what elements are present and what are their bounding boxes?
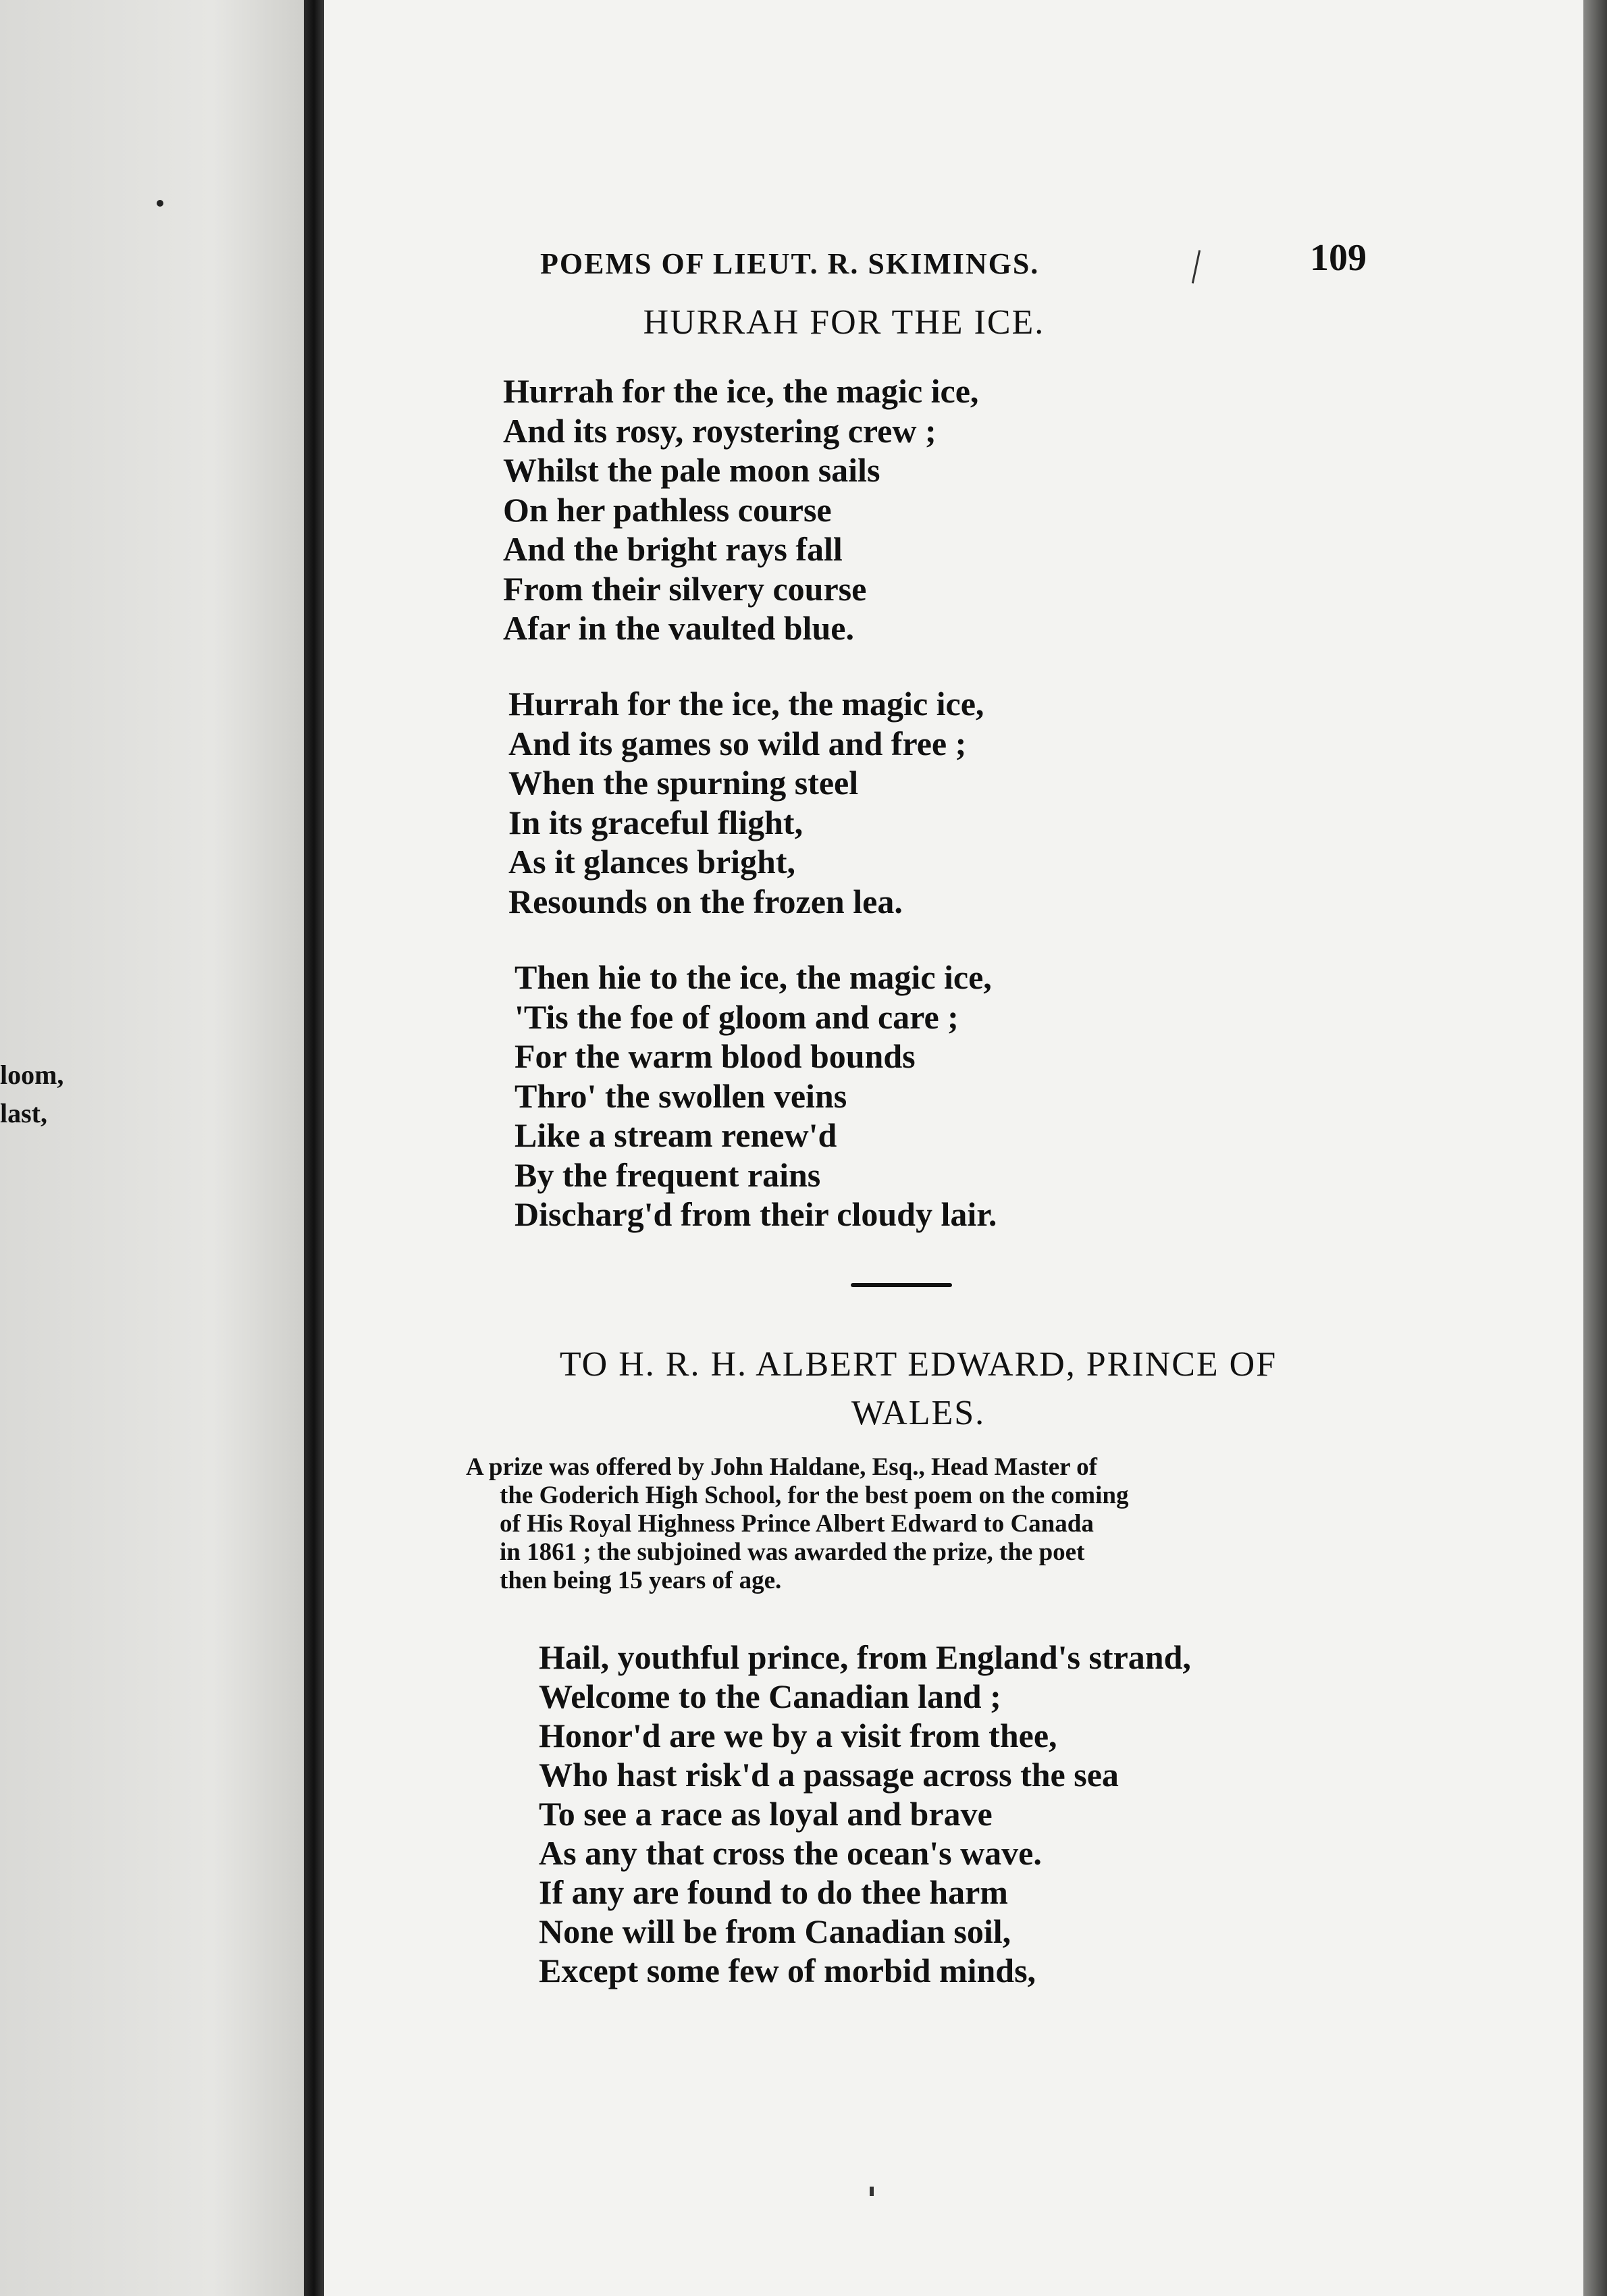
poem-title xyxy=(473,1340,1364,1438)
poem-stanza xyxy=(515,958,997,1234)
book-page xyxy=(324,0,1583,2296)
poem-title-line: WALES. xyxy=(851,1394,986,1432)
intro-line: of His Royal Highness Prince Albert Edward to Canada xyxy=(500,1510,1094,1538)
poem-line: On her pathless course xyxy=(503,490,832,529)
stray-mark xyxy=(1192,250,1201,284)
page-number: 109 xyxy=(1310,237,1367,279)
poem-line: Like a stream renew'd xyxy=(515,1116,837,1154)
poem-line: Resounds on the frozen lea. xyxy=(508,882,903,920)
poem-line: Afar in the vaulted blue. xyxy=(503,609,854,647)
poem-line: Who hast risk'd a passage across the sea xyxy=(539,1756,1119,1794)
poem-line: And its rosy, roystering crew ; xyxy=(503,411,937,450)
ink-dot xyxy=(157,200,163,207)
poem-line: Hail, youthful prince, from England's strand, xyxy=(539,1638,1191,1676)
facing-page-fragment: loom, xyxy=(0,1060,64,1090)
poem-line: As it glances bright, xyxy=(508,843,795,881)
poem-line: In its graceful flight, xyxy=(508,803,804,841)
section-divider xyxy=(851,1283,952,1287)
poem-line: Honor'd are we by a visit from thee, xyxy=(539,1717,1057,1754)
poem-line: By the frequent rains xyxy=(515,1155,821,1194)
poem-stanza xyxy=(508,684,984,921)
poem-stanza xyxy=(539,1638,1191,1990)
poem-line: From their silvery course xyxy=(503,569,867,608)
poem-line: When the spurning steel xyxy=(508,764,859,802)
running-head: POEMS OF LIEUT. R. SKIMINGS. xyxy=(540,247,1040,280)
poem-line: Thro' the swollen veins xyxy=(515,1076,847,1115)
facing-page-fragment: last, xyxy=(0,1098,47,1128)
page-edge-shadow xyxy=(1583,0,1607,2296)
poem-line: Discharg'd from their cloudy lair. xyxy=(515,1195,997,1233)
poem-line: Then hie to the ice, the magic ice, xyxy=(515,958,992,996)
ink-speck xyxy=(870,2187,874,2196)
intro-line: then being 15 years of age. xyxy=(500,1567,782,1594)
poem-title: HURRAH FOR THE ICE. xyxy=(643,303,1045,342)
intro-line: A prize was offered by John Haldane, Esq., Head Master of xyxy=(466,1453,1097,1481)
poem-line: Welcome to the Canadian land ; xyxy=(539,1677,1001,1715)
book-gutter xyxy=(304,0,324,2296)
poem-introduction xyxy=(466,1453,1350,1595)
intro-line: the Goderich High School, for the best poem on the coming xyxy=(500,1482,1129,1509)
poem-line: None will be from Canadian soil, xyxy=(539,1912,1011,1950)
poem-line: As any that cross the ocean's wave. xyxy=(539,1834,1042,1872)
poem-line: Hurrah for the ice, the magic ice, xyxy=(508,685,984,723)
poem-title-line: TO H. R. H. ALBERT EDWARD, PRINCE OF xyxy=(559,1345,1277,1384)
poem-line: Whilst the pale moon sails xyxy=(503,451,880,489)
poem-line: To see a race as loyal and brave xyxy=(539,1795,993,1833)
poem-line: Hurrah for the ice, the magic ice, xyxy=(503,372,979,410)
intro-line: in 1861 ; the subjoined was awarded the prize, the poet xyxy=(500,1538,1085,1566)
poem-line: For the warm blood bounds xyxy=(515,1037,916,1075)
poem-line: Except some few of morbid minds, xyxy=(539,1952,1036,1989)
poem-stanza xyxy=(503,371,978,648)
poem-line: If any are found to do thee harm xyxy=(539,1873,1008,1911)
poem-line: 'Tis the foe of gloom and care ; xyxy=(515,997,959,1036)
poem-line: And its games so wild and free ; xyxy=(508,724,967,762)
poem-line: And the bright rays fall xyxy=(503,530,843,568)
facing-page-edge xyxy=(0,0,304,2296)
